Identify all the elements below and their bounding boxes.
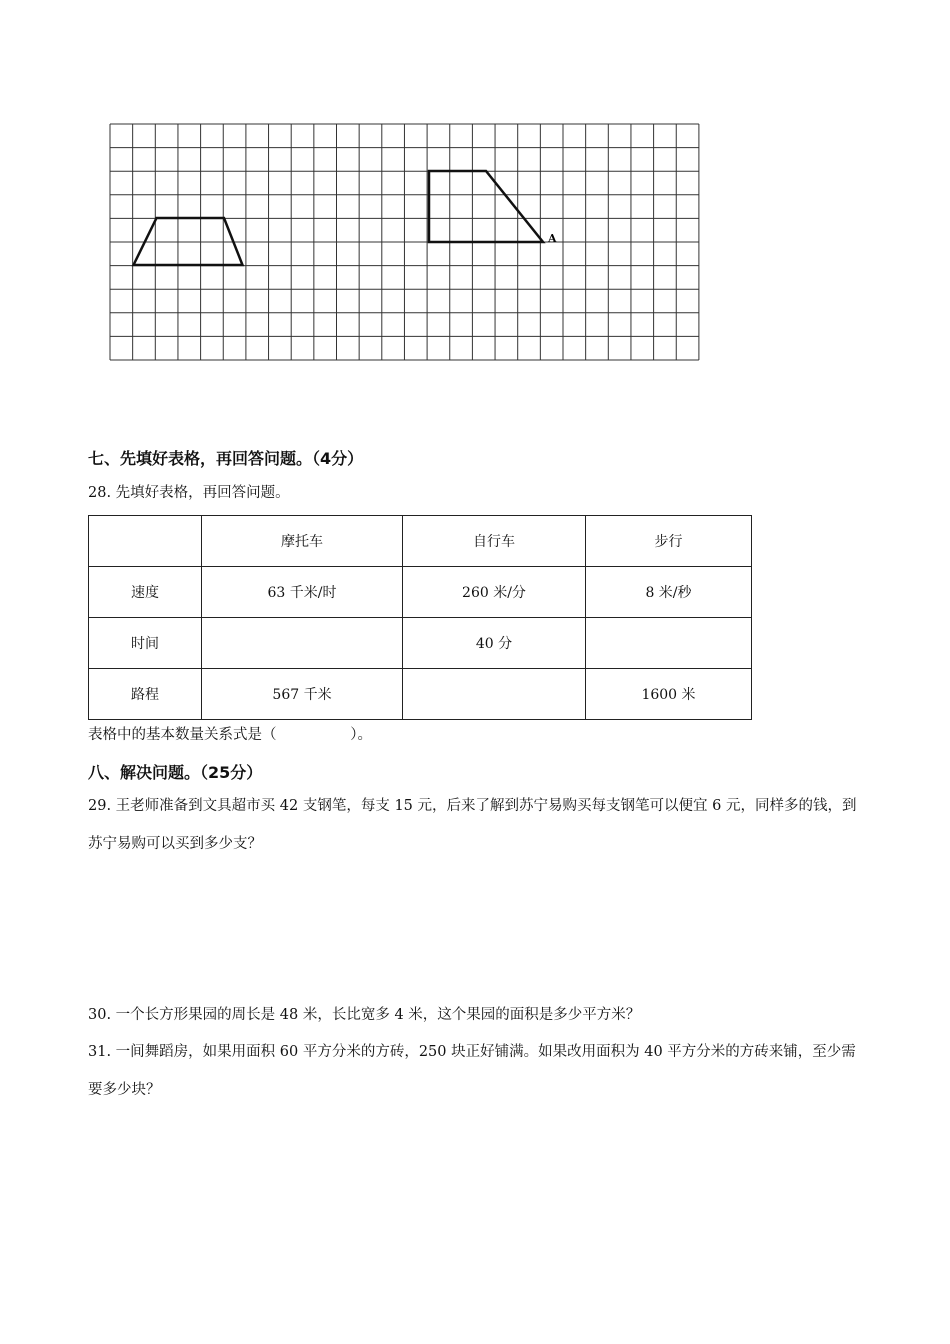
table-cell: 自行车 bbox=[403, 516, 586, 567]
point-a-label: A bbox=[548, 232, 557, 245]
section-7-heading: 七、先填好表格，再回答问题。（4分） bbox=[88, 449, 364, 468]
table-cell bbox=[89, 516, 202, 567]
table-row bbox=[89, 567, 752, 618]
square-grid bbox=[110, 124, 699, 360]
speed-time-distance-table bbox=[88, 515, 752, 720]
table-cell: 567 千米 bbox=[202, 669, 403, 720]
relation-statement: 表格中的基本数量关系式是（ ）。 bbox=[88, 727, 372, 743]
question-28: 28. 先填好表格，再回答问题。 bbox=[88, 485, 290, 501]
table-cell: 260 米/分 bbox=[403, 567, 586, 618]
table-cell[interactable] bbox=[403, 669, 586, 720]
section-8-heading: 八、解决问题。（25分） bbox=[88, 763, 263, 782]
table-cell[interactable] bbox=[202, 618, 403, 669]
table-row bbox=[89, 618, 752, 669]
table-header-row bbox=[89, 516, 752, 567]
table-cell: 路程 bbox=[89, 669, 202, 720]
question-31: 31. 一间舞蹈房，如果用面积 60 平方分米的方砖，250 块正好铺满。如果改用面积为 40 平方分米的方砖来铺，至少需要多少块？ bbox=[88, 1044, 856, 1098]
right-trapezoid-shape bbox=[429, 171, 543, 242]
table-cell: 1600 米 bbox=[586, 669, 752, 720]
table-cell: 速度 bbox=[89, 567, 202, 618]
table-row bbox=[89, 669, 752, 720]
question-30: 30. 一个长方形果园的周长是 48 米，长比宽多 4 米，这个果园的面积是多少平方米？ bbox=[88, 1007, 641, 1023]
table-cell[interactable] bbox=[586, 618, 752, 669]
table-cell: 步行 bbox=[586, 516, 752, 567]
table-cell: 8 米/秒 bbox=[586, 567, 752, 618]
question-29: 29. 王老师准备到文具超市买 42 支钢笔，每支 15 元，后来了解到苏宁易购买每支钢笔可以便宜 6 元，同样多的钱，到苏宁易购可以买到多少支？ bbox=[88, 798, 857, 852]
table-cell: 40 分 bbox=[403, 618, 586, 669]
grid-figure bbox=[108, 122, 728, 367]
table-cell: 时间 bbox=[89, 618, 202, 669]
table-cell: 63 千米/时 bbox=[202, 567, 403, 618]
table-cell: 摩托车 bbox=[202, 516, 403, 567]
